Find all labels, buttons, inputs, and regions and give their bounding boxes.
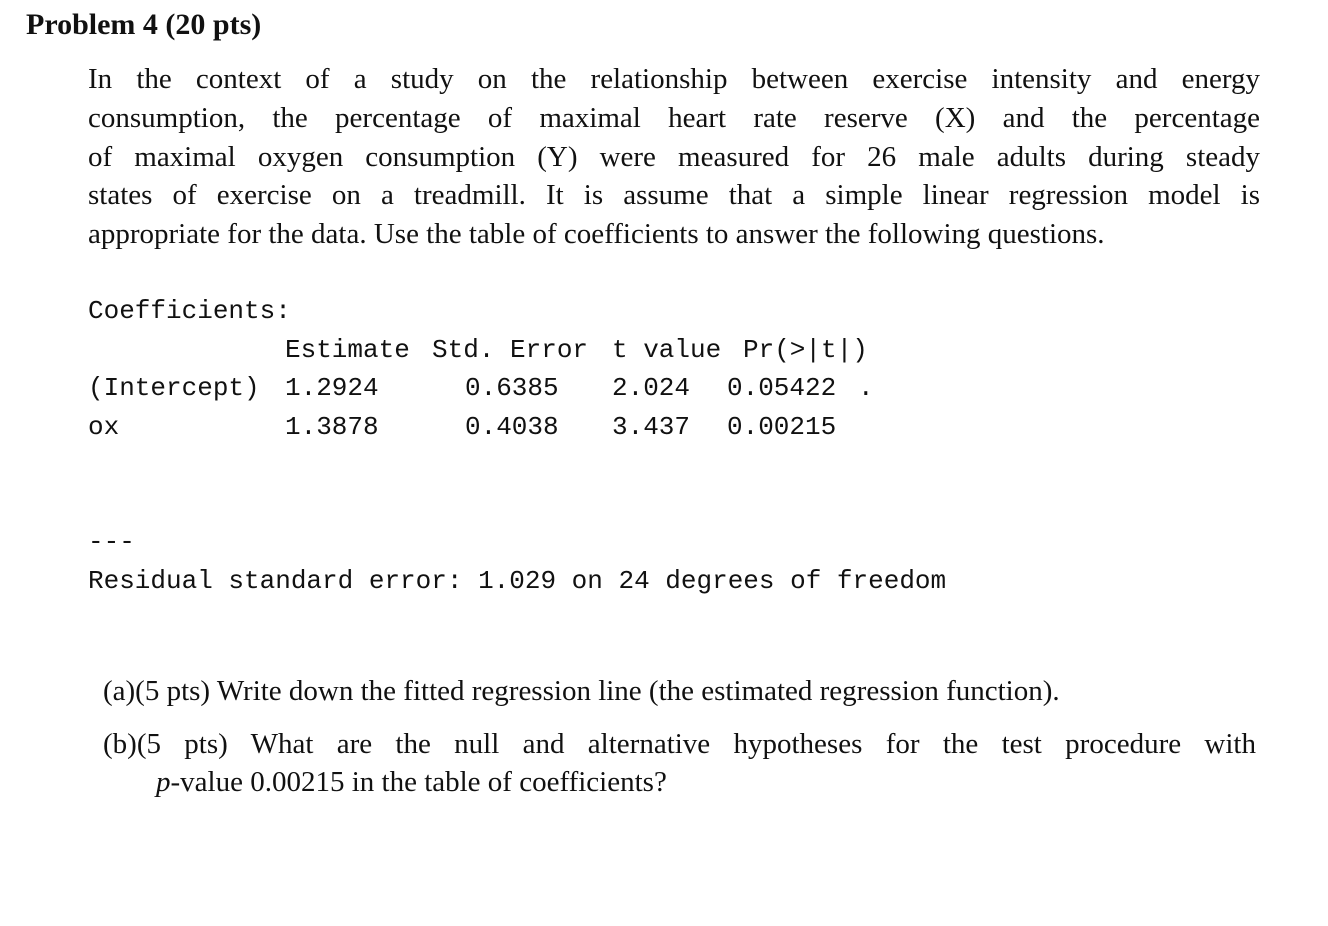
row-name: ox	[88, 412, 120, 442]
row-name: (Intercept)	[88, 373, 260, 403]
intro-line: of maximal oxygen consumption (Y) were measured for 26 male adults during steady	[88, 140, 1260, 173]
header-estimate: Estimate	[285, 335, 410, 365]
cell-std-error: 0.4038	[465, 412, 559, 442]
cell-signif: .	[858, 373, 874, 403]
question-a-text: Write down the fitted regression line (the estimated regression function).	[216, 675, 1060, 707]
question-a-prefix: (a)(5 pts)	[103, 675, 211, 707]
question-b-text-cont: -value 0.00215 in the table of coefficients?	[170, 766, 667, 798]
cell-estimate: 1.2924	[285, 373, 379, 403]
intro-line: states of exercise on a treadmill. It is assume that a simple linear regression model is	[88, 179, 1260, 212]
cell-estimate: 1.3878	[285, 412, 379, 442]
intro-line: appropriate for the data. Use the table of coefficients to answer the following questions.	[88, 218, 1105, 251]
header-p-value: Pr(>|t|)	[743, 335, 868, 365]
coefficients-label: Coefficients:	[88, 296, 291, 326]
cell-t-value: 3.437	[612, 412, 691, 442]
question-a	[103, 675, 1060, 708]
header-t-value: t value	[612, 335, 722, 365]
question-b-prefix: (b)(5 pts)	[103, 728, 228, 760]
cell-p-value: 0.05422	[727, 373, 837, 403]
cell-p-value: 0.00215	[727, 412, 837, 442]
question-b-text: What are the null and alternative hypotheses for the test procedure with	[250, 728, 1256, 760]
residual-standard-error: Residual standard error: 1.029 on 24 degrees of freedom	[88, 566, 947, 596]
intro-paragraph	[88, 60, 1260, 254]
intro-line: consumption, the percentage of maximal heart rate reserve (X) and the percentage	[88, 101, 1260, 134]
question-b-continued	[156, 766, 667, 799]
cell-std-error: 0.6385	[465, 373, 559, 403]
p-symbol: p	[156, 766, 171, 798]
output-separator: ---	[88, 527, 135, 557]
problem-title: Problem 4 (20 pts)	[26, 8, 262, 41]
cell-t-value: 2.024	[612, 373, 691, 403]
header-std-error: Std. Error	[432, 335, 589, 365]
question-b	[103, 728, 1256, 761]
intro-line: In the context of a study on the relationship between exercise intensity and energy	[88, 63, 1260, 95]
